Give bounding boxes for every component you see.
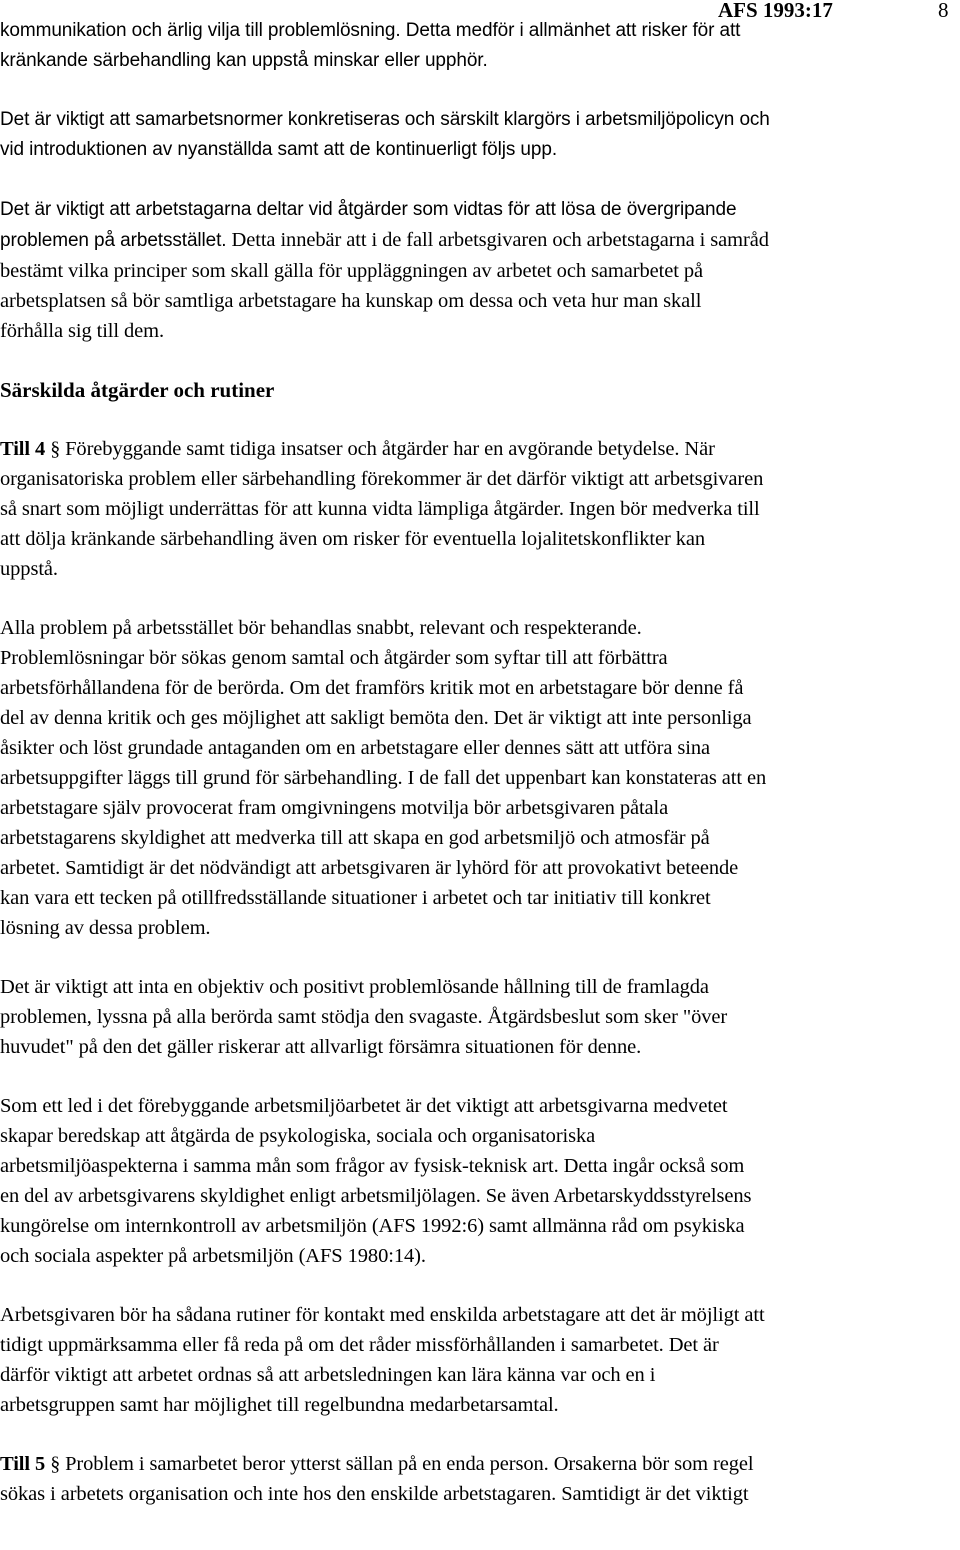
paragraph-till-4: [0, 434, 960, 584]
paragraph-till-4-text: Förebyggande samt tidiga insatser och åtgärder har en avgörande betydelse. När organisatoriska problem eller särbehandling förekommer är det därför viktigt att arbetsgivaren så snart som möjligt underrättas för att kunna vidta lämpliga åtgärder. Ingen bör medverka till att dölja kränkande särbehandling även om risker för eventuella lojalitetskonflikter kan uppstå.: [0, 438, 764, 580]
paragraph-5: Alla problem på arbetsstället bör behandlas snabbt, relevant och respekterande. Problemlösningar bör sökas genom samtal och åtgärder som syftar till att förbättra arbetsförhållandena för de berörda. Om det framförs kritik mot en arbetstagare bör denne få del av denna kritik och ges möjlighet att sakligt bemöta den. Det är viktigt att inte personliga åsikter och löst grundade antaganden om en arbetstagare eller dennes sätt att utföra sina arbetsuppgifter läggs till grund för särbehandling. I de fall det uppenbart kan konstateras att en arbetstagare själv provocerat fram omgivningens motvilja bör arbetsgivaren påtala arbetstagarens skyldighet att medverka till att skapa en god arbetsmiljö och atmosfär på arbetet. Samtidigt är det nödvändigt att arbetsgivaren är lyhörd för att provokativt beteende kan vara ett tecken på otillfredsställande situationer i arbetet och tar initiativ till konkret lösning av dessa problem.: [0, 617, 767, 939]
paragraph-2: Det är viktigt att samarbetsnormer konkretiseras och särskilt klargörs i arbetsmiljöpolicyn och vid introduktionen av nyanställda samt att de kontinuerligt följs upp.: [0, 109, 770, 160]
paragraph-3-sans-part: Det är viktigt att arbetstagarna deltar vid åtgärder som vidtas för att lösa de övergripande problemen på arbetsstället.: [0, 199, 737, 251]
paragraph-till-5: [0, 1449, 960, 1509]
section-heading: Särskilda åtgärder och rutiner: [0, 378, 275, 402]
section-reference: Till 5: [0, 1453, 51, 1475]
paragraph-1: kommunikation och ärlig vilja till problemlösning. Detta medför i allmänhet att risker för att kränkande särbehandling kan uppstå minskar eller upphör.: [0, 20, 741, 71]
paragraph-3: [0, 194, 960, 346]
page-number: 8: [938, 0, 949, 22]
paragraph-6: Det är viktigt att inta en objektiv och positivt problemlösande hållning till de framlagda problemen, lyssna på alla berörda samt stödja den svagaste. Åtgärdsbeslut som sker "över huvudet" på den det gäller riskerar att allvarligt försämra situationen för denne.: [0, 976, 728, 1058]
paragraph-till-5-text: Problem i samarbetet beror ytterst sällan på en enda person. Orsakerna bör som regel sökas i arbetets organisation och inte hos den enskilde arbetstagaren. Samtidigt är det viktigt: [0, 1453, 754, 1505]
section-sign: §: [50, 1453, 61, 1475]
document-body: [0, 16, 960, 1509]
section-reference: Till 4: [0, 438, 51, 460]
section-sign: §: [50, 438, 61, 460]
document-code: AFS 1993:17: [718, 0, 833, 22]
paragraph-8: Arbetsgivaren bör ha sådana rutiner för kontakt med enskilda arbetstagare att det är möjligt att tidigt uppmärksamma eller få reda på om det råder missförhållanden i samarbetet. Det är därför viktigt att arbetet ordnas så att arbetsledningen kan lära känna var och en i arbetsgruppen samt har möjlighet till regelbundna medarbetarsamtal.: [0, 1304, 765, 1416]
paragraph-7: Som ett led i det förebyggande arbetsmiljöarbetet är det viktigt att arbetsgivarna medvetet skapar beredskap att åtgärda de psykologiska, sociala och organisatoriska arbetsmiljöaspekterna i samma mån som frågor av fysisk-teknisk art. Detta ingår också som en del av arbetsgivarens skyldighet enligt arbetsmiljölagen. Se även Arbetarskyddsstyrelsens kungörelse om internkontroll av arbetsmiljön (AFS 1992:6) samt allmänna råd om psykiska och sociala aspekter på arbetsmiljön (AFS 1980:14).: [0, 1095, 752, 1267]
paragraph-3-serif-part: Detta innebär att i de fall arbetsgivaren och arbetstagarna i samråd bestämt vilka principer som skall gälla för uppläggningen av arbetet och samarbetet på arbetsplatsen så bör samtliga arbetstagare ha kunskap om dessa och veta hur man skall förhålla sig till dem.: [0, 229, 769, 342]
